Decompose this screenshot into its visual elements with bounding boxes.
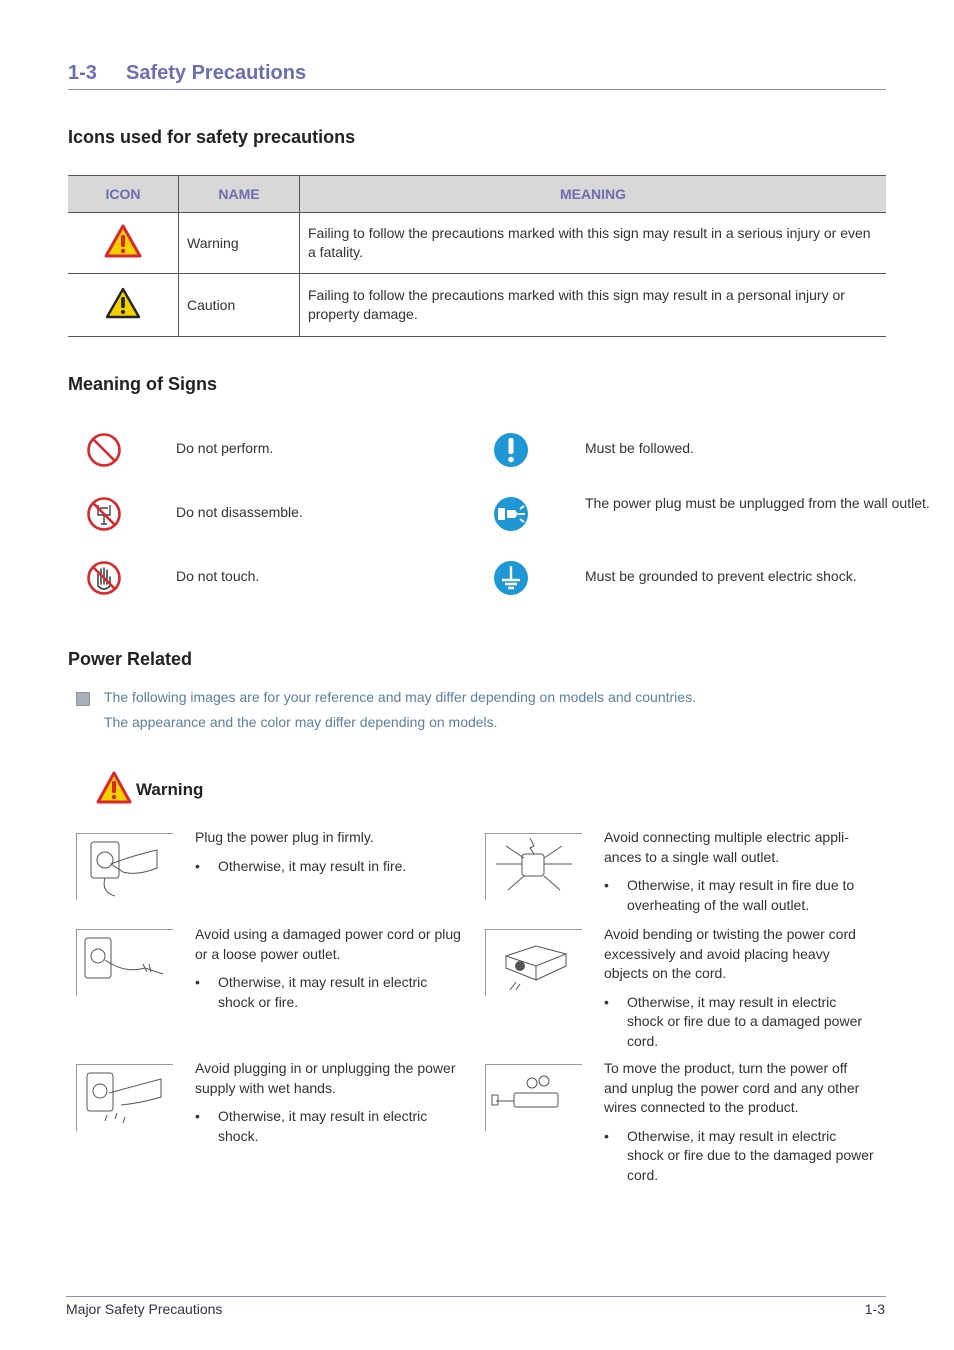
sign-text: Do not disassemble. bbox=[176, 504, 303, 520]
power-heading: Power Related bbox=[68, 649, 193, 669]
page-number: 1-3 bbox=[864, 1301, 885, 1317]
warning-item bbox=[195, 1059, 467, 1146]
footer-rule bbox=[66, 1296, 886, 1297]
column-header-icon: ICON bbox=[68, 176, 179, 213]
caution-icon bbox=[105, 287, 141, 319]
warning-item-text: Avoid using a damaged power cord or plug or a loose power outlet. bbox=[195, 926, 461, 962]
move-product-illustration bbox=[485, 1064, 582, 1131]
do-not-disassemble-icon bbox=[86, 496, 122, 532]
warning-label: Warning bbox=[136, 780, 204, 799]
warning-item bbox=[195, 828, 467, 876]
warning-icon bbox=[96, 771, 132, 804]
warning-item-text: Avoid plugging in or unplugging the power supply with wet hands. bbox=[195, 1060, 456, 1096]
warning-icon bbox=[104, 224, 142, 258]
wet-hands-illustration bbox=[76, 1064, 173, 1131]
warning-item-text: Avoid bending or twisting the power cord excessively and avoid placing heavy objects on the cord. bbox=[604, 926, 856, 981]
signs-heading: Meaning of Signs bbox=[68, 374, 218, 394]
warning-item-text: Plug the power plug in firmly. bbox=[195, 829, 374, 845]
warning-item-bullet: • Otherwise, it may result in electric shock or fire. bbox=[195, 973, 467, 1012]
column-header-name: NAME bbox=[179, 176, 300, 213]
icons-table bbox=[68, 175, 886, 337]
do-not-touch-icon bbox=[86, 560, 122, 596]
sign-text: Do not perform. bbox=[176, 440, 274, 456]
warning-item-bullet: • Otherwise, it may result in electric shock or fire due to the damaged power cord. bbox=[604, 1127, 874, 1186]
warning-item-bullet: • Otherwise, it may result in electric shock. bbox=[195, 1107, 467, 1146]
icons-table-header-row bbox=[68, 176, 886, 213]
warning-item-bullet: • Otherwise, it may result in electric shock or fire due to a damaged power cord. bbox=[604, 993, 874, 1052]
exclamation-icon bbox=[493, 432, 529, 468]
table-row bbox=[68, 274, 886, 337]
table-cell-icon bbox=[68, 213, 179, 274]
ground-icon bbox=[493, 560, 529, 596]
unplug-icon bbox=[493, 496, 529, 532]
sign-text: Must be followed. bbox=[585, 440, 694, 456]
plug-firmly-illustration bbox=[76, 833, 173, 900]
table-cell-icon bbox=[68, 274, 179, 337]
prohibited-icon bbox=[86, 432, 122, 468]
warning-item-bullet: • Otherwise, it may result in fire due to overheating of the wall outlet. bbox=[604, 876, 870, 915]
table-cell-name: Warning bbox=[179, 213, 300, 274]
note-icon bbox=[76, 692, 90, 706]
multiple-outlets-illustration bbox=[485, 833, 582, 900]
warning-item bbox=[604, 1059, 874, 1185]
warning-item-bullet: • Otherwise, it may result in fire. bbox=[195, 857, 467, 877]
table-cell-meaning: Failing to follow the precautions marked with this sign may result in a personal injury or property damage. bbox=[300, 274, 887, 337]
sign-text: The power plug must be unplugged from the wall outlet. bbox=[585, 495, 930, 511]
note-line: The appearance and the color may differ depending on models. bbox=[104, 714, 498, 730]
sign-text: Must be grounded to prevent electric shock. bbox=[585, 568, 857, 584]
damaged-cord-illustration bbox=[76, 929, 173, 996]
bent-cord-illustration bbox=[485, 929, 582, 996]
sign-text: Do not touch. bbox=[176, 568, 260, 584]
section-number: 1-3 bbox=[68, 62, 97, 84]
table-row bbox=[68, 213, 886, 274]
warning-item bbox=[604, 828, 870, 915]
icons-heading: Icons used for safety precautions bbox=[68, 127, 356, 147]
warning-item bbox=[195, 925, 467, 1012]
table-cell-name: Caution bbox=[179, 274, 300, 337]
warning-item bbox=[604, 925, 874, 1051]
section-title bbox=[68, 62, 306, 85]
note-line: The following images are for your reference and may differ depending on models and countries. bbox=[104, 689, 696, 705]
warning-item-text: To move the product, turn the power off and unplug the power cord and any other wires connected to the product. bbox=[604, 1060, 860, 1115]
footer-title: Major Safety Precautions bbox=[66, 1301, 223, 1317]
table-cell-meaning: Failing to follow the precautions marked with this sign may result in a serious injury or even a fatality. bbox=[300, 213, 887, 274]
section-title-text: Safety Precautions bbox=[126, 62, 307, 84]
section-title-rule bbox=[68, 89, 886, 90]
warning-item-text: Avoid connecting multiple electric appli-ances to a single wall outlet. bbox=[604, 829, 849, 865]
column-header-meaning: MEANING bbox=[300, 176, 887, 213]
